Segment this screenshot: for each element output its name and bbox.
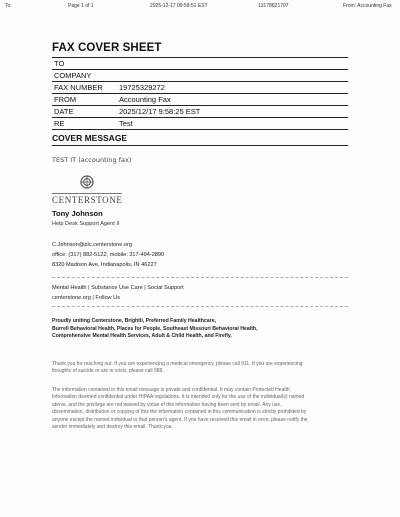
form-value: Test <box>119 119 133 128</box>
fax-title: FAX COVER SHEET <box>52 42 162 54</box>
uniting-line: Comprehensive Mental Health Services, Adult & Child Health, and Firefly. <box>52 333 232 340</box>
form-label: FAX NUMBER <box>54 83 103 92</box>
cover-message-rule <box>52 145 348 146</box>
crisis-paragraph <box>52 361 352 376</box>
message-text: TEST IT (accounting fax) <box>52 156 132 164</box>
fax-header <box>0 3 400 11</box>
form-label: DATE <box>54 107 74 116</box>
signature-divider <box>52 277 348 278</box>
header-datetime: 2025-12-17 09:58:51 EST <box>150 3 208 9</box>
form-label: RE <box>54 119 65 128</box>
form-label: TO <box>54 59 65 68</box>
centerstone-logo <box>52 175 122 207</box>
cover-message-label: COVER MESSAGE <box>52 133 128 143</box>
signature-phones: office: (317) 882-5122, mobile: 317-494-2890 <box>52 252 165 258</box>
form-row-from <box>52 94 348 105</box>
confidentiality-line: Information deemed confidential under HIPAA regulations. It is intended only for the use of the individual(s) named <box>52 394 305 401</box>
crisis-line: Thank you for reaching out. If you are experiencing a medical emergency, please call 911. If you are experiencing <box>52 361 303 367</box>
signature-email[interactable]: C.Johnson@plc.centerstone.org <box>52 242 132 248</box>
crisis-line: thoughts of suicide or are in crisis, please call 988. <box>52 368 164 375</box>
signature-role: Help Desk Support Agent II <box>52 221 120 227</box>
form-rule <box>52 129 348 130</box>
confidentiality-line: The information contained in this email message is private and confidential. It may contain Protected Health <box>52 387 290 393</box>
form-value: 19725329272 <box>119 83 165 92</box>
form-row-fax-number <box>52 82 348 93</box>
signature-address: 8320 Madison Ave, Indianapolis, IN 46227 <box>52 262 157 268</box>
uniting-line: Proudly uniting Centerstone, Brightli, Preferred Family Healthcare, <box>52 318 217 324</box>
confidentiality-paragraph <box>52 387 352 431</box>
form-label: COMPANY <box>54 71 92 80</box>
signature-links[interactable]: centerstone.org | Follow Us <box>52 295 120 301</box>
header-to: To: <box>5 3 12 9</box>
signature-tagline: Mental Health | Substance Use Care | Social Support <box>52 285 184 291</box>
confidentiality-line: above, and the privilege are not waived by virtue of this information having been sent by email. Any use, <box>52 401 282 408</box>
uniting-paragraph <box>52 318 348 341</box>
header-page: Page 1 of 1 <box>68 3 94 9</box>
form-value: 2025/12/17 9:58:25 EST <box>119 107 201 116</box>
centerstone-emblem-icon <box>80 175 94 189</box>
logo-wordmark: CENTERSTONE <box>52 195 123 205</box>
form-row-date <box>52 106 348 117</box>
confidentiality-line: dissemination, distribution or copying of this the information contained in this communication is strictly prohibited by <box>52 409 307 416</box>
uniting-line: Burrell Behavioral Health, Places for People, Southeast Missouri Behavioral Health, <box>52 325 258 332</box>
confidentiality-line: sender immediately and destroy this email. Thank you. <box>52 424 173 431</box>
form-row-company <box>52 70 348 81</box>
form-value: Accounting Fax <box>119 95 171 104</box>
form-label: FROM <box>54 95 77 104</box>
header-from: From: Accounting Fax <box>343 3 392 9</box>
header-number: 13178821707 <box>258 3 289 9</box>
signature-name: Tony Johnson <box>52 209 103 218</box>
confidentiality-line: anyone except the named individual or that person's agent. If you have received this email in error, please notify the <box>52 416 308 423</box>
form-row-to <box>52 58 348 69</box>
form-row-re <box>52 118 348 129</box>
signature-divider <box>52 306 348 307</box>
